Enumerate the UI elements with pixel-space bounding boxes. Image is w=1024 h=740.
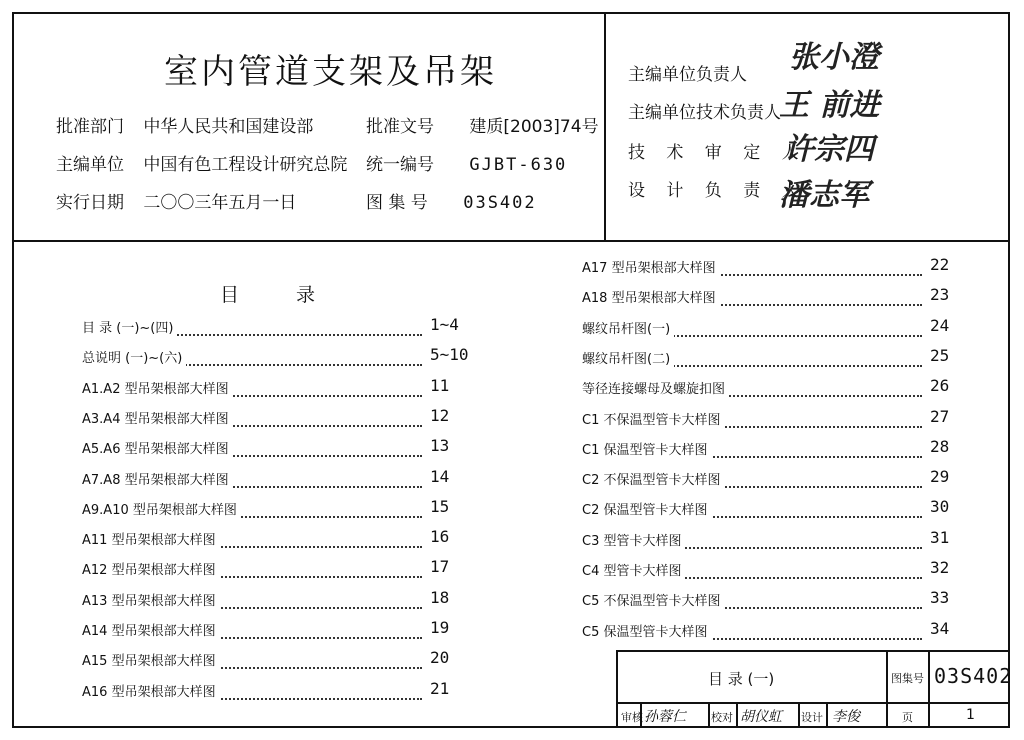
toc-entry-title: A15 型吊架根部大样图 [82, 650, 220, 669]
toc-entry-page: 14 [430, 466, 450, 486]
toc-entry [82, 375, 450, 399]
toc-entry [82, 617, 450, 641]
toc-entry-title: 螺纹吊杆图(二) [582, 348, 674, 367]
toc-heading: 目 录 [220, 284, 316, 306]
header-block [14, 14, 1008, 242]
toc-entry [582, 466, 950, 490]
toc-entry-title: A11 型吊架根部大样图 [82, 529, 220, 548]
toc-entry [582, 496, 950, 520]
tb-divider [798, 702, 800, 728]
toc-entry-page: 17 [430, 557, 450, 577]
toc-entry [582, 436, 950, 460]
toc-entry [582, 375, 950, 399]
toc-entry-page: 31 [930, 527, 950, 547]
toc-entry-title: A18 型吊架根部大样图 [582, 287, 720, 306]
toc-entry-page: 26 [930, 376, 950, 396]
toc-entry-page: 25 [930, 345, 950, 365]
tb-atlas-value: 03S402 [934, 664, 1013, 688]
tb-divider [886, 652, 888, 728]
approval-doc-label: 批准文号 [366, 117, 434, 137]
toc-entry-title: A7.A8 型吊架根部大样图 [82, 469, 233, 488]
toc-entry [82, 587, 450, 611]
tb-divider [618, 702, 1010, 704]
editor-unit-value: 中国有色工程设计研究总院 [143, 155, 348, 175]
page-number: 1 [966, 707, 975, 723]
toc-entry-page: 30 [930, 497, 950, 517]
approval-dept-label: 批准部门 [56, 117, 124, 137]
tb-divider [708, 702, 710, 728]
toc-entry-title: C1 不保温型管卡大样图 [582, 409, 724, 428]
role-chief-unit-head: 主编单位负责人 [628, 65, 747, 85]
toc-entry-title: C3 型管卡大样图 [582, 530, 685, 549]
approval-doc [366, 112, 599, 137]
toc-entry [582, 557, 950, 581]
check-signature: 胡仪虹 [740, 709, 782, 725]
toc-entry-title: A12 型吊架根部大样图 [82, 559, 220, 578]
toc-entry-page: 27 [930, 406, 950, 426]
approval-dept [56, 112, 313, 137]
toc-entry-page: 19 [430, 618, 450, 637]
check-label: 校对 [711, 711, 733, 724]
review-signature: 孙蓉仁 [644, 709, 686, 725]
tb-divider [736, 702, 738, 728]
signature-chief-tech-head: 王 前进 [779, 88, 880, 123]
effective-date [56, 188, 296, 213]
toc-entry-title: C1 保温型管卡大样图 [582, 439, 711, 458]
toc-entry-title: 总说明 (一)~(六) [82, 347, 186, 366]
effective-date-value: 二〇〇三年五月一日 [143, 193, 297, 213]
toc-entry-page: 15 [430, 496, 450, 516]
design-signature: 李俊 [832, 709, 860, 725]
role-tech-reviewer: 技 术 审 定 人 [628, 143, 807, 163]
toc-entry-page: 13 [430, 436, 450, 456]
approval-doc-value: 建质[2003]74号 [469, 117, 599, 137]
toc-entry-title: 螺纹吊杆图(一) [582, 318, 674, 337]
toc-entry-page: 23 [930, 285, 950, 305]
toc-entry [82, 344, 469, 368]
atlas-no-label: 图 集 号 [366, 193, 428, 213]
toc-entry-title: A17 型吊架根部大样图 [582, 257, 720, 276]
toc-entry [82, 556, 450, 580]
toc-entry-title: A3.A4 型吊架根部大样图 [82, 408, 233, 427]
tb-divider [826, 702, 828, 728]
toc-entry-page: 32 [930, 558, 950, 577]
approval-dept-value: 中华人民共和国建设部 [143, 117, 314, 137]
atlas-title: 室内管道支架及吊架 [164, 52, 497, 92]
toc-entry [582, 254, 950, 278]
toc-entry-title: C4 型管卡大样图 [582, 560, 685, 579]
toc-entry [582, 527, 950, 551]
toc-entry-page: 12 [430, 405, 450, 425]
toc-entry-title: A5.A6 型吊架根部大样图 [82, 438, 233, 457]
toc-entry-title: A1.A2 型吊架根部大样图 [82, 378, 233, 397]
toc-entry [82, 466, 450, 490]
tb-atlas-label: 图集号 [891, 672, 924, 685]
toc-entry [82, 647, 450, 671]
tb-divider [928, 652, 930, 728]
role-design-head: 设 计 负 责 人 [628, 181, 807, 201]
signature-tech-reviewer: 许宗四 [784, 132, 874, 167]
toc-entry [582, 587, 950, 611]
toc-entry [82, 678, 450, 702]
toc-entry-page: 21 [430, 678, 450, 698]
editor-unit-label: 主编单位 [56, 155, 124, 175]
toc-entry-page: 22 [930, 255, 950, 274]
review-label: 审核 [621, 711, 643, 724]
toc-entry [582, 406, 950, 430]
toc-entry [82, 314, 459, 338]
toc-entry-title: A14 型吊架根部大样图 [82, 620, 220, 639]
toc-entry [82, 435, 450, 459]
drawing-sheet [12, 12, 1013, 728]
toc-entry [582, 618, 950, 642]
toc-entry-page: 20 [430, 648, 450, 668]
toc-entry-page: 28 [930, 436, 950, 456]
toc-entry [582, 315, 950, 339]
toc-entry-page: 33 [930, 588, 950, 608]
toc-entry-title: A16 型吊架根部大样图 [82, 681, 220, 700]
signature-chief-unit-head: 张小澄 [789, 40, 879, 75]
toc-entry-page: 34 [930, 618, 950, 638]
toc-entry-page: 29 [930, 467, 950, 487]
unified-no [366, 150, 567, 175]
atlas-no-value: 03S402 [463, 193, 537, 213]
toc-entry-page: 5~10 [430, 345, 469, 365]
toc-entry [82, 405, 450, 429]
toc-entry-page: 18 [430, 587, 450, 607]
toc-entry-page: 11 [430, 375, 450, 395]
sheet-title: 目 录 (一) [708, 670, 775, 688]
toc-entry [582, 284, 950, 308]
toc-entry-title: C5 保温型管卡大样图 [582, 621, 711, 640]
toc-entry-page: 1~4 [430, 315, 459, 334]
signature-design-head: 潘志军 [779, 178, 869, 213]
toc-entry-title: C2 保温型管卡大样图 [582, 499, 711, 518]
toc-entry [582, 345, 950, 369]
header-divider [604, 14, 606, 240]
role-chief-tech-head: 主编单位技术负责人 [628, 103, 781, 123]
unified-no-label: 统一编号 [366, 155, 434, 175]
toc-entry-title: 等径连接螺母及螺旋扣图 [582, 378, 729, 397]
title-block [616, 650, 1013, 728]
page-label: 页 [902, 711, 913, 724]
toc-entry-page: 24 [930, 315, 950, 335]
toc-entry [82, 496, 450, 520]
effective-date-label: 实行日期 [56, 193, 124, 213]
toc-entry-title: 目 录 (一)~(四) [82, 317, 177, 336]
toc-entry-title: A13 型吊架根部大样图 [82, 590, 220, 609]
toc-entry [82, 526, 450, 550]
toc-entry-page: 16 [430, 527, 450, 547]
editor-unit [56, 150, 347, 175]
unified-no-value: GJBT-630 [469, 155, 568, 175]
toc-entry-title: C2 不保温型管卡大样图 [582, 469, 724, 488]
toc-entry-title: A9.A10 型吊架根部大样图 [82, 499, 241, 518]
design-label: 设计 [801, 711, 823, 724]
toc-entry-title: C5 不保温型管卡大样图 [582, 590, 724, 609]
atlas-no [366, 188, 537, 213]
